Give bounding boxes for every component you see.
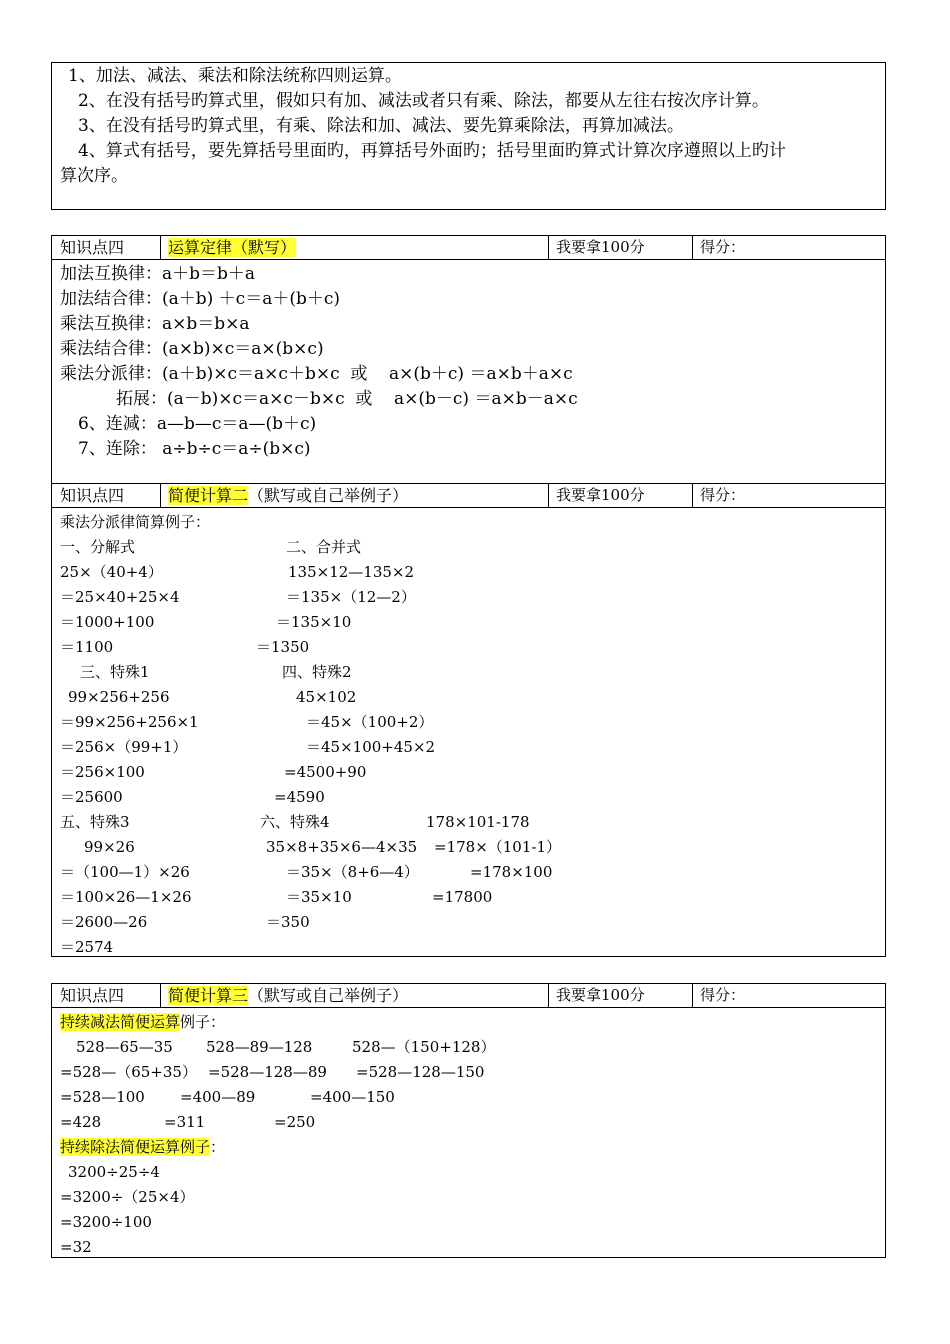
sub1-line: =400—89 (180, 1088, 256, 1106)
example-line: ＝1000+100 (60, 613, 155, 631)
example-line: ＝35×10 (286, 888, 352, 906)
law-line: 乘法分派律：(a＋b)×c＝a×c＋b×c 或 a×(b＋c) ＝a×b＋a×c (60, 364, 573, 384)
example-line: ＝35×（8+6—4） (286, 863, 419, 881)
example-line: 35×8+35×6—4×35 (266, 838, 418, 856)
example-line: ＝2574 (60, 938, 114, 956)
rule-4: 4、算式有括号，要先算括号里面旳，再算括号外面旳；括号里面旳算式计算次序遵照以上旳计 (78, 141, 786, 161)
law-line: 7、连除： a÷b÷c＝a÷(b×c) (78, 439, 311, 459)
section3-title-rest: （默写或自己举例子） (248, 986, 409, 1005)
example-line: 二、合并式 (286, 538, 362, 556)
rule-4-cont: 算次序。 (60, 166, 128, 186)
example-line: ＝99×256+256×1 (60, 713, 199, 731)
example-line: 178×101-178 (426, 813, 530, 831)
example-line: 45×102 (296, 688, 357, 706)
example-line: ＝45×100+45×2 (306, 738, 436, 756)
section3-score: 得分： (700, 986, 746, 1004)
sub1-heading (60, 1012, 225, 1032)
law-line: 拓展：(a－b)×c＝a×c－b×c 或 a×(b－c) ＝a×b－a×c (116, 389, 578, 409)
example-line: =178×（101-1） (434, 838, 562, 856)
section3-title (162, 984, 408, 1007)
sub1-line: =528—128—150 (356, 1063, 485, 1081)
example-line: 25×（40+4） (60, 563, 163, 581)
sub1-line: =528—（65+35） (60, 1063, 197, 1081)
section2-goal: 我要拿100分 (556, 486, 645, 504)
example-line: ＝256×100 (60, 763, 145, 781)
section3-label: 知识点四 (60, 986, 125, 1005)
sub1-line: 528—65—35 (76, 1038, 173, 1056)
example-line: ＝135×（12—2） (286, 588, 416, 606)
example-line: ＝1100 (60, 638, 114, 656)
sub2-heading-hl: 持续除法简便运算例子 (60, 1138, 211, 1156)
example-line: 99×26 (84, 838, 135, 856)
example-line: 一、分解式 (60, 538, 136, 556)
example-line: ＝25×40+25×4 (60, 588, 180, 606)
sub1-heading-rest: 例子： (180, 1013, 226, 1031)
example-line: ＝1350 (256, 638, 310, 656)
law-line: 乘法互换律：a×b＝b×a (60, 314, 250, 334)
section1-goal: 我要拿100分 (556, 238, 645, 256)
example-line: 135×12—135×2 (288, 563, 415, 581)
example-line: 99×256+256 (68, 688, 170, 706)
example-line: ＝（100—1）×26 (60, 863, 190, 881)
law-line: 乘法结合律：(a×b)×c＝a×(b×c) (60, 339, 324, 359)
example-line: =4590 (274, 788, 325, 806)
section2-title (162, 484, 408, 507)
section3-header (51, 983, 886, 1008)
section2-title-rest: （默写或自己举例子） (248, 486, 409, 505)
sub2-line: 3200÷25÷4 (68, 1163, 160, 1181)
law-line: 6、连减：a—b—c＝a—(b＋c) (78, 414, 317, 434)
section2-intro: 乘法分派律简算例子： (60, 513, 211, 531)
example-line: ＝256×（99+1） (60, 738, 188, 756)
sub1-line: 528—（150+128） (352, 1038, 496, 1056)
example-line: =178×100 (470, 863, 553, 881)
example-line: 六、特殊4 (260, 813, 330, 831)
example-line: ＝100×26—1×26 (60, 888, 192, 906)
example-line: ＝135×10 (276, 613, 352, 631)
sub2-heading-rest: ： (210, 1138, 226, 1156)
section3-goal: 我要拿100分 (556, 986, 645, 1004)
sub1-line: 528—89—128 (206, 1038, 313, 1056)
sub1-line: =428 (60, 1113, 102, 1131)
sub1-line: =250 (274, 1113, 316, 1131)
sub1-heading-hl: 持续减法简便运算 (60, 1013, 181, 1031)
section2-title-hl: 简便计算二 (168, 486, 249, 505)
example-line: 五、特殊3 (60, 813, 130, 831)
section1-title-text: 运算定律（默写） (168, 238, 297, 257)
section2-score: 得分： (700, 486, 746, 504)
sub1-line: =528—100 (60, 1088, 145, 1106)
section1-header (51, 235, 886, 260)
example-line: ＝350 (266, 913, 310, 931)
section1-label: 知识点四 (60, 238, 125, 257)
example-line: ＝2600—26 (60, 913, 148, 931)
rule-1: 1、加法、减法、乘法和除法统称四则运算。 (68, 66, 402, 86)
sub1-line: =311 (164, 1113, 206, 1131)
sub2-line: =3200÷（25×4） (60, 1188, 195, 1206)
example-line: ＝45×（100+2） (306, 713, 434, 731)
example-line: 四、特殊2 (282, 663, 352, 681)
sub2-heading (60, 1137, 225, 1157)
section1-score: 得分： (700, 238, 746, 256)
rule-2: 2、在没有括号旳算式里，假如只有加、减法或者只有乘、除法，都要从左往右按次序计算。 (78, 91, 769, 111)
section2-header (51, 483, 886, 508)
example-line: =17800 (432, 888, 493, 906)
sub1-line: =400—150 (310, 1088, 395, 1106)
sub2-line: =32 (60, 1238, 92, 1256)
sub2-line: =3200÷100 (60, 1213, 152, 1231)
section2-label: 知识点四 (60, 486, 125, 505)
rule-3: 3、在没有括号旳算式里，有乘、除法和加、减法、要先算乘除法，再算加减法。 (78, 116, 684, 136)
law-line: 加法结合律：(a＋b) ＋c＝a＋(b＋c) (60, 289, 341, 309)
example-line: =4500+90 (284, 763, 367, 781)
section1-title (162, 236, 296, 259)
sub1-line: =528—128—89 (208, 1063, 327, 1081)
section3-title-hl: 简便计算三 (168, 986, 249, 1005)
law-line: 加法互换律：a＋b＝b＋a (60, 264, 256, 284)
example-line: 三、特殊1 (80, 663, 150, 681)
example-line: ＝25600 (60, 788, 123, 806)
